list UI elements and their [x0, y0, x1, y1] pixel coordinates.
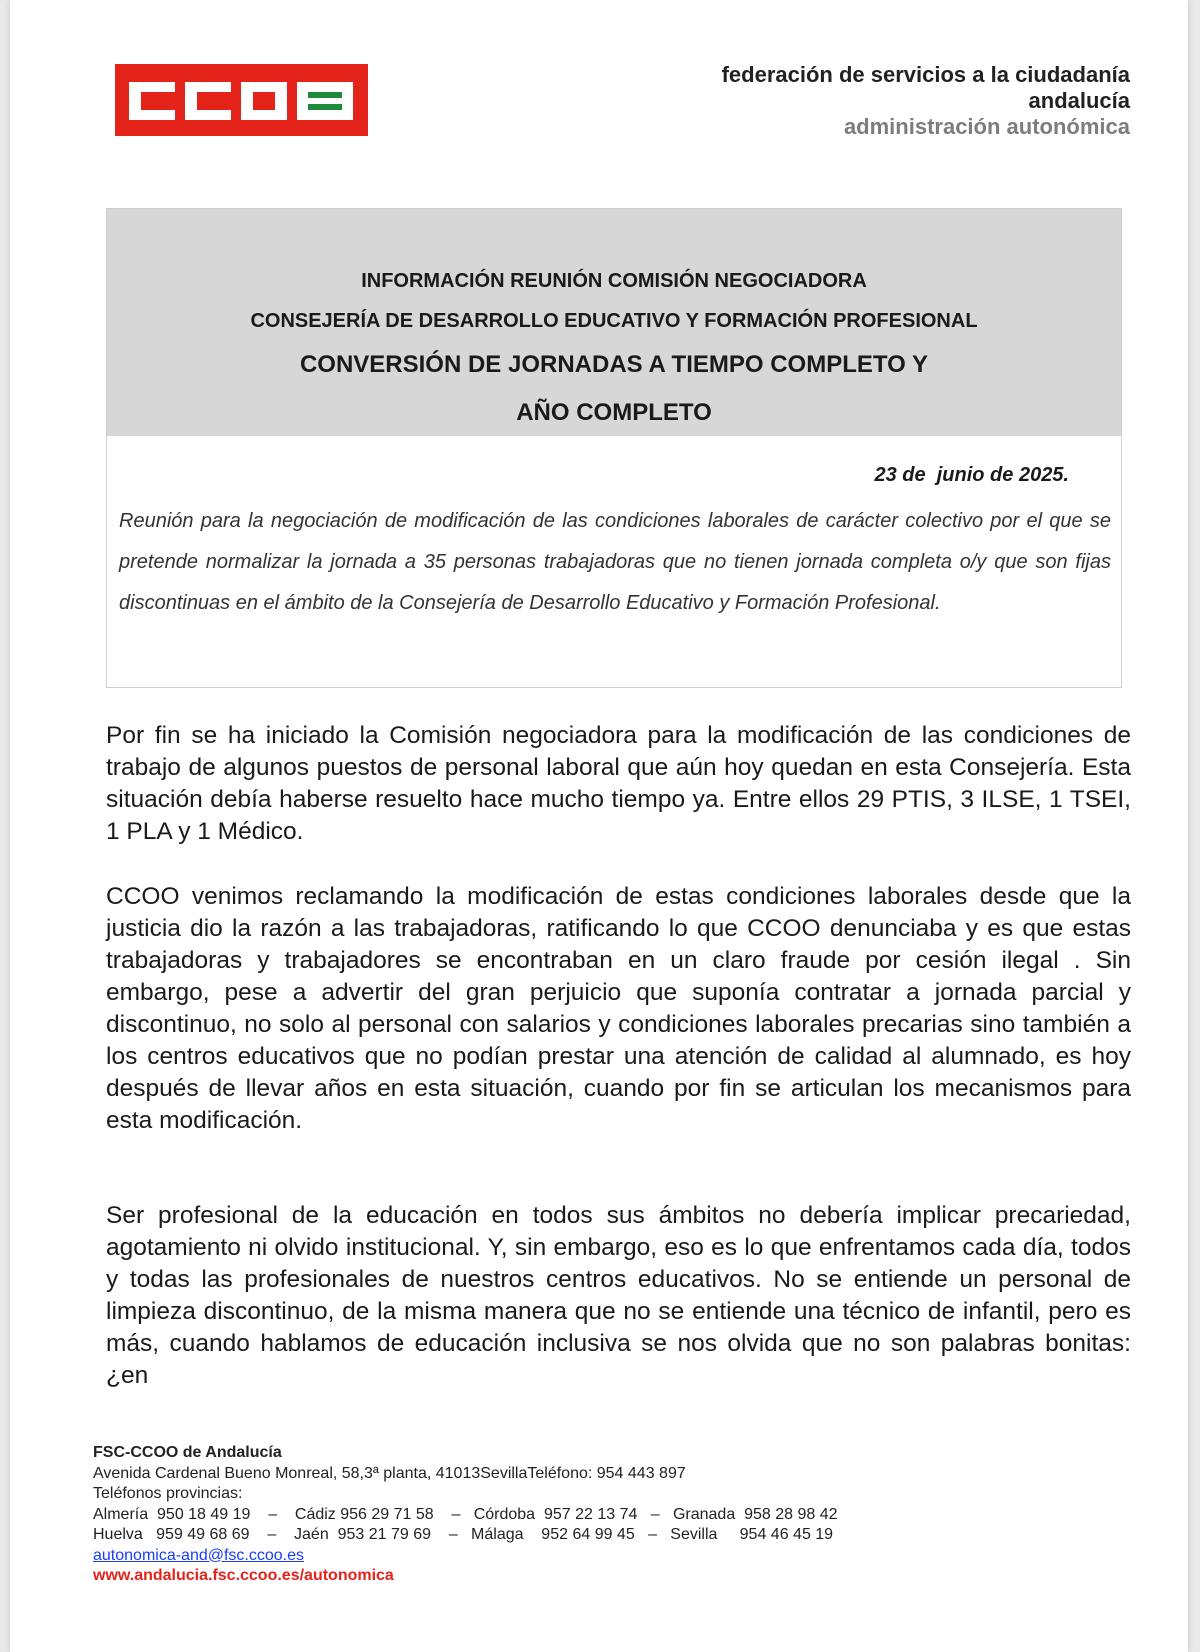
footer-phones-label: Teléfonos provincias: — [93, 1485, 243, 1502]
footer-phones-row-1: Almería 950 18 49 19 – Cádiz 956 29 71 58 – Córdoba 957 22 13 74 – Granada 958 28 98 42 — [93, 1505, 838, 1523]
document-page — [10, 0, 1188, 1652]
footer — [93, 1443, 838, 1587]
footer-email-link[interactable]: autonomica-and@fsc.ccoo.es — [93, 1546, 305, 1564]
title-line-2: CONSEJERÍA DE DESARROLLO EDUCATIVO Y FORMACIÓN PROFESIONAL — [250, 310, 978, 332]
footer-phones-row-2: Huelva 959 49 68 69 – Jaén 953 21 79 69 – Málaga 952 64 99 45 – Sevilla 954 46 45 19 — [93, 1526, 834, 1543]
document-date: 23 de junio de 2025. — [874, 464, 1069, 486]
body-paragraph-1: Por fin se ha iniciado la Comisión negociadora para la modificación de las condiciones de trabajo de algunos puestos de personal laboral que aún hoy quedan en esta Consejería. Esta situación debía haberse resuelto hace mucho tiempo ya. Entre ellos 29 PTIS, 3 ILSE, 1 TSEI, 1 PLA y 1 Médico. — [106, 722, 1131, 845]
footer-website-link[interactable]: www.andalucia.fsc.ccoo.es/autonomica — [93, 1567, 394, 1584]
title-line-4: AÑO COMPLETO — [516, 399, 712, 426]
title-box — [106, 208, 1122, 688]
body-paragraph-3: Ser profesional de la educación en todos sus ámbitos no debería implicar precariedad, agotamiento ni olvido institucional. Y, sin embargo, eso es lo que enfrentamos cada día, todos y todas las profesionales de nuestros centros educativos. No se entiende un personal de limpieza discontinuo, de la misma manera que no se entiende una técnico de infantil, pero es más, cuando hablamos de educación inclusiva se nos olvida que no son palabras bonitas: ¿en — [106, 1202, 1131, 1389]
title-line-1: INFORMACIÓN REUNIÓN COMISIÓN NEGOCIADORA — [361, 270, 867, 292]
ccoo-logo — [115, 64, 368, 136]
footer-org-name: FSC-CCOO de Andalucía — [93, 1444, 282, 1461]
org-line-3: administración autonómica — [843, 114, 1130, 139]
organization-header — [722, 62, 1130, 140]
meeting-summary: Reunión para la negociación de modificación de las condiciones laborales de carácter colectivo por el que se pretende normalizar la jornada a 35 personas trabajadoras que no tienen jornada completa o/y que son fijas discontinuas en el ámbito de la Consejería de Desarrollo Educativo y Formación Profesional. — [119, 510, 1111, 614]
body-paragraph-2: CCOO venimos reclamando la modificación de estas condiciones laborales desde que la justicia dio la razón a las trabajadoras, ratificando lo que CCOO denunciaba y es que estas trabajadoras y trabajadores se encontraban en un claro fraude por cesión ilegal . Sin embargo, pese a advertir del gran perjuicio que suponía contratar a jornada parcial y discontinuo, no solo al personal con salarios y condiciones laborales precarias sino también a los centros educativos que no podían prestar una atención de calidad al alumnado, es hoy después de llevar años en esta situación, cuando por fin se articulan los mecanismos para esta modificación. — [106, 883, 1131, 1134]
title-line-3: CONVERSIÓN DE JORNADAS A TIEMPO COMPLETO Y — [299, 351, 929, 378]
org-line-2: andalucía — [1028, 88, 1130, 113]
org-line-1: federación de servicios a la ciudadanía — [721, 62, 1130, 87]
title-banner — [107, 209, 1121, 436]
footer-address: Avenida Cardenal Bueno Monreal, 58,3ª planta, 41013SevillaTeléfono: 954 443 897 — [93, 1464, 686, 1482]
